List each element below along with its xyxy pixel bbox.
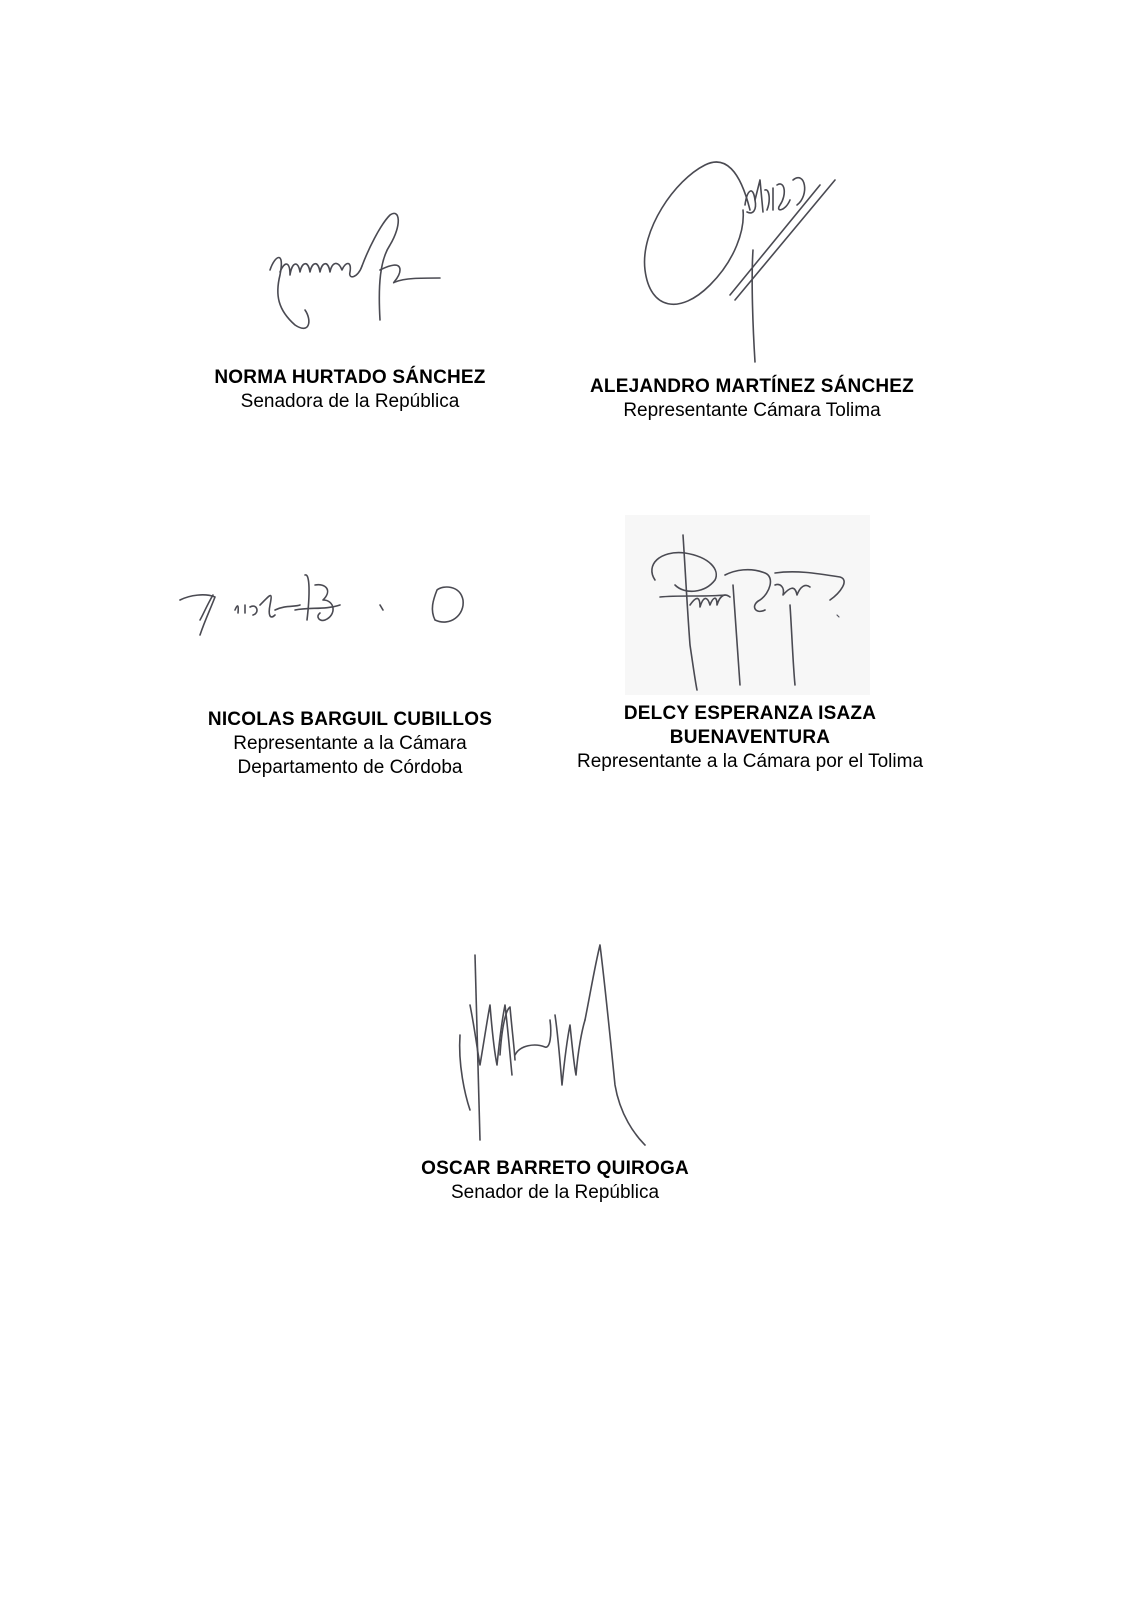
signature-alejandro-martinez-icon <box>635 150 855 365</box>
signatory-name: NORMA HURTADO SÁNCHEZ <box>214 367 486 388</box>
signatory-block-5 <box>380 1157 730 1205</box>
signatory-role-line-2: Departamento de Córdoba <box>237 757 463 778</box>
signature-norma-hurtado-icon <box>250 200 450 350</box>
signatory-name: OSCAR BARRETO QUIROGA <box>421 1158 689 1179</box>
signature-delcy-isaza-icon <box>625 525 870 695</box>
signatory-role: Senador de la República <box>450 1182 660 1203</box>
signature-oscar-barreto-icon <box>440 935 655 1150</box>
signatory-role: Representante a la Cámara por el Tolima <box>576 751 924 772</box>
signature-nicolas-barguil-icon <box>175 565 475 655</box>
signatory-block-2 <box>552 375 952 423</box>
signatory-name: NICOLAS BARGUIL CUBILLOS <box>207 709 493 730</box>
signatory-role: Senadora de la República <box>240 391 460 412</box>
signatory-name: ALEJANDRO MARTÍNEZ SÁNCHEZ <box>590 376 914 397</box>
signatory-block-4 <box>540 702 960 774</box>
signatory-name-line-2: BUENAVENTURA <box>669 727 831 748</box>
signatory-role: Representante Cámara Tolima <box>623 400 881 421</box>
signatory-name: DELCY ESPERANZA ISAZA <box>623 703 877 724</box>
signatory-block-1 <box>175 366 525 414</box>
signatory-role: Representante a la Cámara <box>233 733 467 754</box>
signatory-block-3 <box>175 708 525 780</box>
